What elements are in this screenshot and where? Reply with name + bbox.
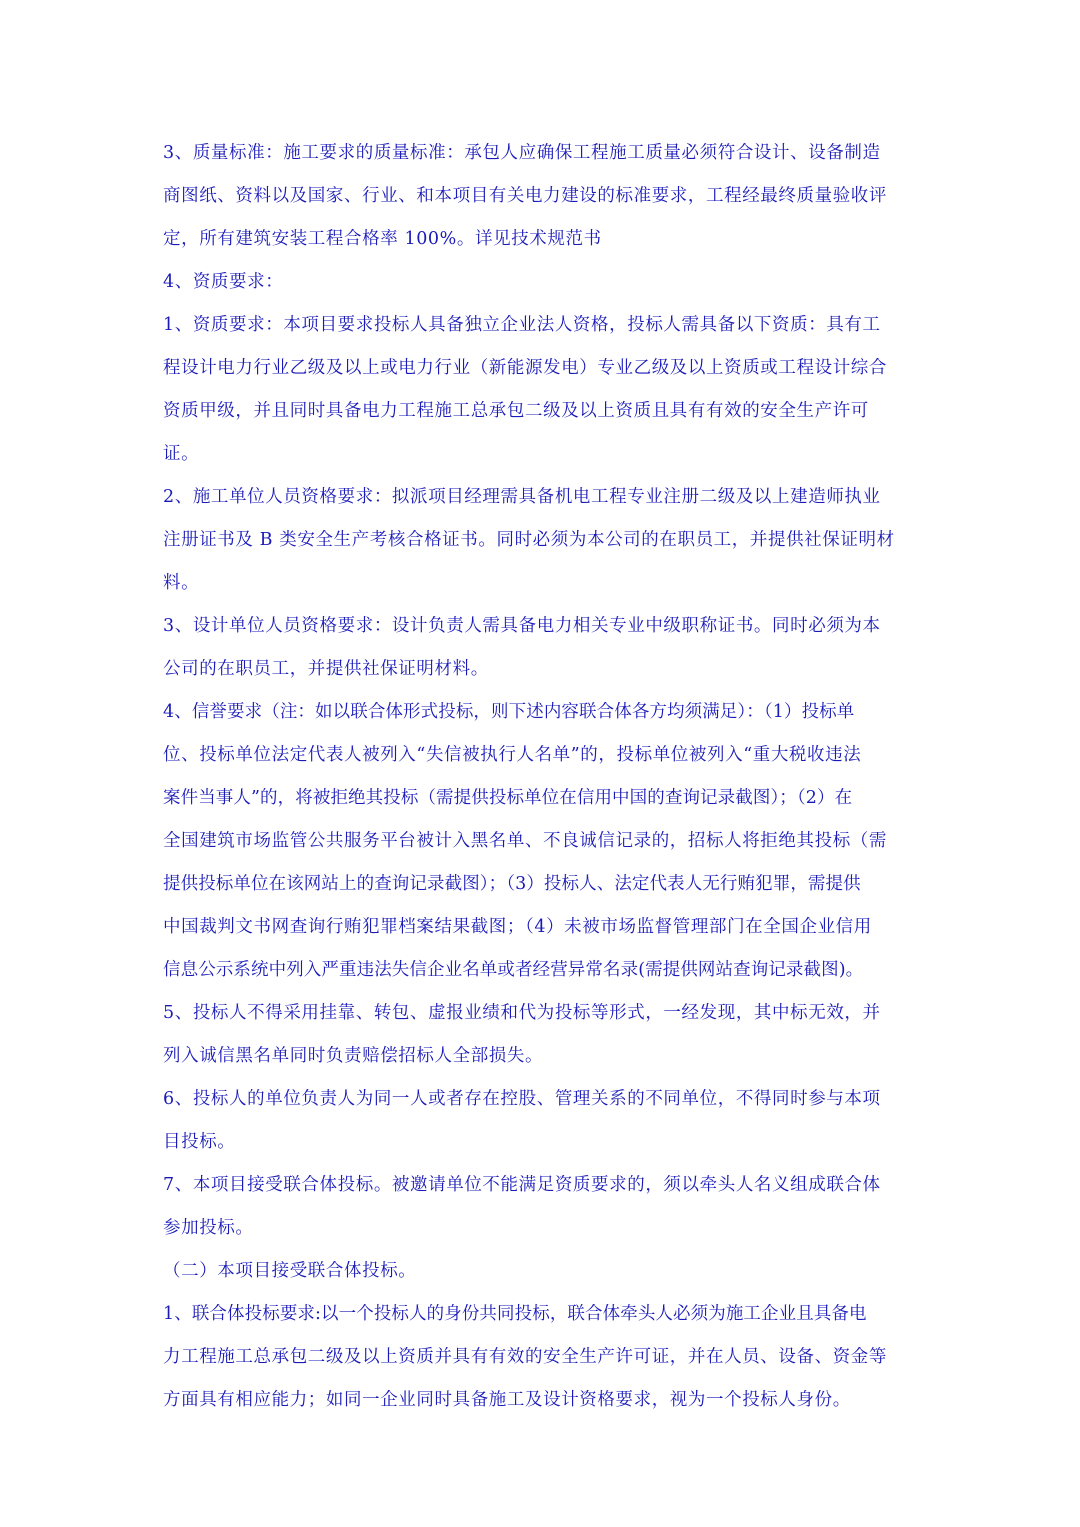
text-line: 注册证书及 B 类安全生产考核合格证书。同时必须为本公司的在职员工，并提供社保证明材 bbox=[163, 530, 895, 550]
text-line: 4、信誉要求（注：如以联合体形式投标，则下述内容联合体各方均须满足）：（1）投标单 bbox=[163, 702, 855, 722]
text-line: 参加投标。 bbox=[163, 1218, 254, 1238]
text-line: 列入诚信黑名单同时负责赔偿招标人全部损失。 bbox=[163, 1046, 544, 1066]
text-line: 全国建筑市场监管公共服务平台被计入黑名单、不良诚信记录的，招标人将拒绝其投标（需 bbox=[163, 831, 887, 851]
text-line: 5、投标人不得采用挂靠、转包、虚报业绩和代为投标等形式，一经发现，其中标无效，并 bbox=[163, 1003, 881, 1023]
text-line: 1、联合体投标要求:以一个投标人的身份共同投标，联合体牵头人必须为施工企业且具备电 bbox=[163, 1304, 867, 1324]
text-line: 1、资质要求：本项目要求投标人具备独立企业法人资格，投标人需具备以下资质：具有工 bbox=[163, 315, 881, 335]
section-heading: 4、资质要求： bbox=[163, 272, 284, 292]
text-line: 目投标。 bbox=[163, 1132, 236, 1152]
text-line: 案件当事人”的，将被拒绝其投标（需提供投标单位在信用中国的查询记录截图）；（2）在 bbox=[163, 788, 853, 808]
text-line: 位、投标单位法定代表人被列入“失信被执行人名单”的，投标单位被列入“重大税收违法 bbox=[163, 745, 862, 765]
text-line: 证。 bbox=[163, 444, 200, 464]
text-line: 方面具有相应能力；如同一企业同时具备施工及设计资格要求，视为一个投标人身份。 bbox=[163, 1390, 851, 1410]
text-line: 资质甲级，并且同时具备电力工程施工总承包二级及以上资质且具有有效的安全生产许可 bbox=[163, 401, 869, 421]
text-line: 提供投标单位在该网站上的查询记录截图）；（3）投标人、法定代表人无行贿犯罪，需提供 bbox=[163, 874, 861, 894]
text-line: 中国裁判文书网查询行贿犯罪档案结果截图；（4）未被市场监督管理部门在全国企业信用 bbox=[163, 917, 872, 937]
text-line: 力工程施工总承包二级及以上资质并具有有效的安全生产许可证，并在人员、设备、资金等 bbox=[163, 1347, 887, 1367]
text-line: 2、施工单位人员资格要求：拟派项目经理需具备机电工程专业注册二级及以上建造师执业 bbox=[163, 487, 881, 507]
text-line: 3、设计单位人员资格要求：设计负责人需具备电力相关专业中级职称证书。同时必须为本 bbox=[163, 616, 881, 636]
text-line: 6、投标人的单位负责人为同一人或者存在控股、管理关系的不同单位，不得同时参与本项 bbox=[163, 1089, 881, 1109]
text-line: 公司的在职员工，并提供社保证明材料。 bbox=[163, 659, 489, 679]
text-line: 料。 bbox=[163, 573, 200, 593]
text-line: 定，所有建筑安装工程合格率 100%。详见技术规范书 bbox=[163, 229, 602, 249]
text-line: 3、质量标准：施工要求的质量标准：承包人应确保工程施工质量必须符合设计、设备制造 bbox=[163, 143, 881, 163]
text-line: 7、本项目接受联合体投标。被邀请单位不能满足资质要求的，须以牵头人名义组成联合体 bbox=[163, 1175, 881, 1195]
document-body bbox=[163, 132, 919, 1422]
section-heading: （二）本项目接受联合体投标。 bbox=[163, 1261, 417, 1281]
text-line: 程设计电力行业乙级及以上或电力行业（新能源发电）专业乙级及以上资质或工程设计综合 bbox=[163, 358, 887, 378]
text-line: 商图纸、资料以及国家、行业、和本项目有关电力建设的标准要求，工程经最终质量验收评 bbox=[163, 186, 887, 206]
text-line: 信息公示系统中列入严重违法失信企业名单或者经营异常名录(需提供网站查询记录截图)。 bbox=[163, 960, 864, 980]
